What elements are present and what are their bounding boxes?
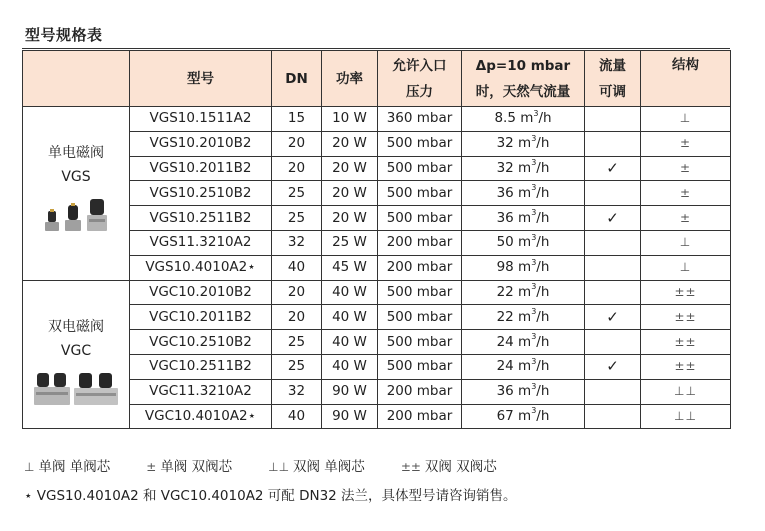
cell-adjustable: ✓ — [585, 354, 641, 379]
cell-power: 10 W — [322, 107, 378, 132]
flow-unit-superscript: 3 — [531, 282, 537, 292]
cell-dn: 20 — [272, 131, 322, 156]
valve-product-image — [23, 199, 129, 233]
cell-adjustable — [585, 131, 641, 156]
cell-structure: ±± — [641, 280, 731, 305]
legend-text: 单阀 单阀芯 — [38, 459, 111, 475]
header-pressure-line2: 压力 — [406, 83, 433, 100]
flow-value: 32 m — [496, 135, 532, 152]
header-flow-line1: Δp=10 mbar — [475, 57, 571, 74]
header-flow-line2: 时，天然气流量 — [475, 83, 571, 100]
flow-unit-superscript: 3 — [531, 208, 537, 218]
cell-dn: 20 — [272, 156, 322, 181]
cell-power: 45 W — [322, 255, 378, 280]
cell-adjustable: ✓ — [585, 206, 641, 231]
cell-model: VGC10.2510B2 — [130, 330, 272, 355]
legend-symbol: ⊥ — [24, 460, 35, 474]
cell-flow — [462, 181, 585, 206]
table-row — [23, 107, 731, 132]
header-adjust-line2: 可调 — [599, 83, 626, 100]
group-name: 双电磁阀 — [48, 318, 104, 335]
cell-model: VGC10.2010B2 — [130, 280, 272, 305]
header-adjustable — [585, 51, 641, 107]
table-row — [23, 156, 731, 181]
cell-power: 40 W — [322, 354, 378, 379]
cell-pressure: 200 mbar — [378, 255, 462, 280]
cell-power: 20 W — [322, 181, 378, 206]
header-power: 功率 — [322, 51, 378, 107]
header-model: 型号 — [130, 51, 272, 107]
structure-legend — [24, 455, 533, 475]
table-row — [23, 255, 731, 280]
group-name: 单电磁阀 — [48, 145, 104, 161]
cell-pressure: 500 mbar — [378, 305, 462, 330]
flow-value: 24 m — [496, 358, 532, 375]
flow-unit-tail: /h — [536, 358, 550, 375]
cell-structure: ⊥⊥ — [641, 379, 731, 404]
flow-unit-superscript: 3 — [531, 232, 537, 242]
table-row — [23, 330, 731, 355]
valve-image-medium — [64, 203, 82, 233]
header-pressure-line1: 允许入口 — [392, 57, 447, 74]
cell-structure: ⊥ — [641, 230, 731, 255]
table-row — [23, 354, 731, 379]
flow-value: 24 m — [496, 333, 532, 350]
cell-dn: 25 — [272, 181, 322, 206]
valve-image-large — [86, 199, 108, 233]
table-row — [23, 206, 731, 231]
cell-pressure: 500 mbar — [378, 156, 462, 181]
flow-unit-tail: /h — [536, 259, 550, 276]
legend-text: 单阀 双阀芯 — [160, 459, 233, 475]
cell-dn: 32 — [272, 379, 322, 404]
cell-model: VGC11.3210A2 — [130, 379, 272, 404]
cell-flow — [462, 230, 585, 255]
spec-table — [22, 50, 731, 429]
cell-flow — [462, 206, 585, 231]
cell-power: 20 W — [322, 206, 378, 231]
cell-structure: ± — [641, 131, 731, 156]
cell-dn: 20 — [272, 305, 322, 330]
cell-pressure: 200 mbar — [378, 404, 462, 429]
flow-unit-tail: /h — [536, 234, 550, 251]
flow-value: 8.5 m — [494, 110, 534, 127]
cell-model: VGS10.2511B2 — [130, 206, 272, 231]
cell-adjustable — [585, 230, 641, 255]
flow-unit-tail: /h — [536, 333, 550, 350]
flow-unit-tail: /h — [536, 135, 550, 152]
flow-unit-tail: /h — [536, 383, 550, 400]
cell-pressure: 500 mbar — [378, 206, 462, 231]
cell-structure: ±± — [641, 330, 731, 355]
cell-structure: ± — [641, 181, 731, 206]
cell-flow — [462, 330, 585, 355]
cell-flow — [462, 379, 585, 404]
flow-unit-superscript: 3 — [531, 332, 537, 342]
valve-product-image — [23, 373, 129, 407]
cell-dn: 15 — [272, 107, 322, 132]
cell-model: VGS10.2010B2 — [130, 131, 272, 156]
cell-adjustable — [585, 330, 641, 355]
cell-model: VGS10.1511A2 — [130, 107, 272, 132]
flow-unit-superscript: 3 — [531, 257, 537, 267]
cell-model: VGS10.2510B2 — [130, 181, 272, 206]
cell-dn: 25 — [272, 330, 322, 355]
cell-flow — [462, 305, 585, 330]
cell-structure: ±± — [641, 305, 731, 330]
cell-structure: ⊥ — [641, 255, 731, 280]
cell-adjustable — [585, 280, 641, 305]
flow-value: 22 m — [496, 283, 532, 300]
flow-value: 22 m — [496, 308, 532, 325]
header-pressure — [378, 51, 462, 107]
cell-power: 20 W — [322, 156, 378, 181]
cell-dn: 32 — [272, 230, 322, 255]
footnote: ⋆ VGS10.4010A2 和 VGC10.4010A2 可配 DN32 法兰，具体型号请咨询销售。 — [24, 488, 517, 504]
table-row — [23, 131, 731, 156]
cell-flow — [462, 156, 585, 181]
header-group — [23, 51, 130, 107]
cell-adjustable: ✓ — [585, 305, 641, 330]
group-cell — [23, 280, 130, 429]
cell-structure: ± — [641, 156, 731, 181]
legend-text: 双阀 单阀芯 — [293, 459, 365, 475]
flow-unit-superscript: 3 — [531, 307, 537, 317]
cell-dn: 40 — [272, 404, 322, 429]
cell-power: 40 W — [322, 305, 378, 330]
double-valve-image-left — [34, 373, 70, 407]
cell-model: VGS10.4010A2⋆ — [130, 255, 272, 280]
header-dn: DN — [272, 51, 322, 107]
flow-unit-superscript: 3 — [531, 133, 537, 143]
title-rule — [22, 48, 730, 49]
cell-adjustable — [585, 181, 641, 206]
flow-unit-superscript: 3 — [531, 183, 537, 193]
flow-value: 36 m — [496, 209, 532, 226]
flow-value: 36 m — [496, 184, 532, 201]
double-valve-image-right — [74, 373, 118, 407]
cell-dn: 25 — [272, 206, 322, 231]
table-row — [23, 379, 731, 404]
table-row — [23, 305, 731, 330]
group-cell — [23, 107, 130, 281]
flow-value: 67 m — [496, 407, 532, 424]
cell-adjustable — [585, 404, 641, 429]
flow-value: 50 m — [496, 234, 532, 251]
cell-power: 40 W — [322, 280, 378, 305]
flow-unit-superscript: 3 — [531, 381, 537, 391]
flow-unit-tail: /h — [536, 283, 550, 300]
flow-unit-tail: /h — [536, 407, 550, 424]
cell-power: 90 W — [322, 379, 378, 404]
legend-item — [24, 455, 110, 475]
flow-unit-superscript: 3 — [531, 406, 537, 416]
cell-model: VGC10.2511B2 — [130, 354, 272, 379]
cell-pressure: 200 mbar — [378, 379, 462, 404]
table-header-row — [23, 51, 731, 107]
cell-model: VGS10.2011B2 — [130, 156, 272, 181]
table-body — [23, 107, 731, 429]
header-structure: 结构 — [641, 51, 731, 107]
valve-image-small — [44, 209, 60, 233]
flow-unit-superscript: 3 — [533, 108, 539, 118]
cell-power: 25 W — [322, 230, 378, 255]
flow-value: 98 m — [496, 259, 532, 276]
flow-unit-tail: /h — [536, 209, 550, 226]
cell-pressure: 500 mbar — [378, 131, 462, 156]
cell-pressure: 500 mbar — [378, 181, 462, 206]
cell-flow — [462, 107, 585, 132]
cell-pressure: 500 mbar — [378, 280, 462, 305]
table-row — [23, 181, 731, 206]
legend-item — [401, 455, 497, 475]
cell-pressure: 360 mbar — [378, 107, 462, 132]
legend-symbol: ⊥⊥ — [268, 460, 290, 474]
cell-flow — [462, 354, 585, 379]
cell-model: VGC10.4010A2⋆ — [130, 404, 272, 429]
cell-structure: ± — [641, 206, 731, 231]
cell-flow — [462, 255, 585, 280]
cell-power: 20 W — [322, 131, 378, 156]
flow-unit-superscript: 3 — [531, 158, 537, 168]
legend-symbol: ±± — [400, 460, 421, 474]
cell-flow — [462, 131, 585, 156]
cell-pressure: 200 mbar — [378, 230, 462, 255]
cell-adjustable — [585, 107, 641, 132]
cell-flow — [462, 280, 585, 305]
header-adjust-line1: 流量 — [599, 57, 626, 74]
legend-item — [146, 455, 232, 475]
header-flow — [462, 51, 585, 107]
cell-adjustable: ✓ — [585, 156, 641, 181]
table-row — [23, 230, 731, 255]
cell-model: VGC10.2011B2 — [130, 305, 272, 330]
flow-value: 32 m — [496, 159, 532, 176]
legend-item — [268, 455, 365, 475]
page-title: 型号规格表 — [25, 26, 103, 44]
flow-unit-tail: /h — [536, 184, 550, 201]
cell-structure: ±± — [641, 354, 731, 379]
cell-structure: ⊥ — [641, 107, 731, 132]
cell-structure: ⊥⊥ — [641, 404, 731, 429]
flow-value: 36 m — [496, 383, 532, 400]
table-row — [23, 280, 731, 305]
cell-adjustable — [585, 379, 641, 404]
cell-dn: 25 — [272, 354, 322, 379]
group-code: VGS — [61, 169, 91, 185]
cell-adjustable — [585, 255, 641, 280]
flow-unit-tail: /h — [536, 159, 550, 176]
cell-pressure: 500 mbar — [378, 330, 462, 355]
flow-unit-tail: /h — [538, 110, 552, 127]
cell-flow — [462, 404, 585, 429]
cell-power: 90 W — [322, 404, 378, 429]
legend-symbol: ± — [146, 460, 157, 474]
cell-dn: 20 — [272, 280, 322, 305]
cell-power: 40 W — [322, 330, 378, 355]
table-row — [23, 404, 731, 429]
legend-text: 双阀 双阀芯 — [424, 459, 497, 475]
flow-unit-tail: /h — [536, 308, 550, 325]
cell-model: VGS11.3210A2 — [130, 230, 272, 255]
cell-pressure: 500 mbar — [378, 354, 462, 379]
group-code: VGC — [60, 342, 92, 359]
flow-unit-superscript: 3 — [531, 356, 537, 366]
cell-dn: 40 — [272, 255, 322, 280]
